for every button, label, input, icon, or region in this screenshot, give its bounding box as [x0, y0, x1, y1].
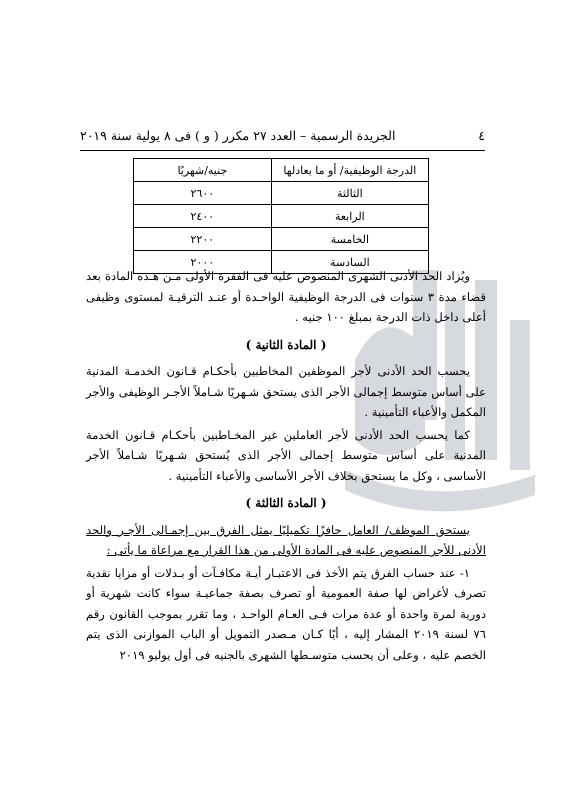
page-header	[80, 128, 485, 146]
column-header-amount: جنيه/شهريًا	[134, 159, 272, 182]
column-header-grade: الدرجة الوظيفية/ أو ما يعادلها	[271, 159, 428, 182]
paragraph-raise: ويُزاد الحد الأدنى الشهرى المنصوص عليه فى الفقرة الأولى مـن هـذه المادة بعد قضاء مدة ٣ سنوات فى الدرجة الوظيفية الواحـدة أو عنـد الترقيـة لمستوى وظيفى أعلى داخل ذات الدرجة بمبلغ ١٠٠ جنيه .	[86, 269, 486, 324]
page-number: ٤	[478, 128, 485, 143]
amount-cell: ٢٦٠٠	[134, 182, 272, 205]
article-2-heading: ( المادة الثانية )	[245, 337, 327, 352]
table-header-row	[134, 159, 429, 182]
amount-cell: ٢٠٠٠	[134, 251, 272, 274]
paragraph-civil-service-minimum: يحسب الحد الأدنى لأجر الموظفين المخاطبين بأحكـام قـانون الخدمـة المدنية على أساس متوسط إجمالى الأجر الذى يستحق شـهريًا شـاملاً الأجـر الوظيفى والأجر المكمل والأعباء التأمينية .	[86, 364, 486, 419]
table-row	[134, 205, 429, 228]
table-row	[134, 228, 429, 251]
grade-cell: الثالثة	[271, 182, 428, 205]
grade-cell: الخامسة	[271, 228, 428, 251]
grade-cell: الرابعة	[271, 205, 428, 228]
amount-cell: ٢٢٠٠	[134, 228, 272, 251]
paragraph-incentive: يستحق الموظف/ العامل حافزًا تكميليًا يمثل الفرق بين إجمـالى الأجـر والحد الأدنى للأجر المنصوص عليه فى المادة الأولى من هذا القرار مع مراعاة ما يأتى :	[86, 522, 486, 557]
gazette-title: الجريدة الرسمية – العدد ٢٧ مكرر ( و ) فى ٨ يولية سنة ٢٠١٩	[80, 128, 396, 143]
paragraph-clause-1: ١- عند حساب الفرق يتم الأخذ فى الاعتبـار أيـة مكافـآت أو بـدلات أو مزايا نقدية تصرف لأغراض لها صفة العمومية أو تصرف بصفة جماعيـة سواء كانت شهرية أو دورية لمرة واحدة أو عدة مرات فـى العـام الواحـد ، وما تقرر بموجب القانون رقم ٧٦ لسنة ٢٠١٩ المشار إليه ، أيًا كـان مـصدر التمويل أو الباب الموازنى الذى يتم الخصم عليه ، وعلى أن يحسب متوسـطها الشهرى بالجنيه فى أول يوليو ٢٠١٩	[86, 565, 486, 662]
header-divider	[80, 150, 485, 151]
paragraph-non-civil-minimum: كما يحسب الحد الأدنى لأجر العاملين غير المخـاطبين بأحكـام قـانون الخدمة المدنية على أساس متوسط إجمالى الأجر الذى يُستحق شـهريًا شـاملاً الأجر الأساسى ، وكل ما يستحق بخلاف الأجر الأساسى والأعباء التأمينية .	[86, 427, 486, 483]
table-row	[134, 182, 429, 205]
salary-grade-table	[133, 158, 429, 274]
grade-cell: السادسة	[271, 251, 428, 274]
document-body	[86, 266, 486, 665]
amount-cell: ٢٤٠٠	[134, 205, 272, 228]
article-3-heading: ( المادة الثالثة )	[245, 496, 327, 510]
